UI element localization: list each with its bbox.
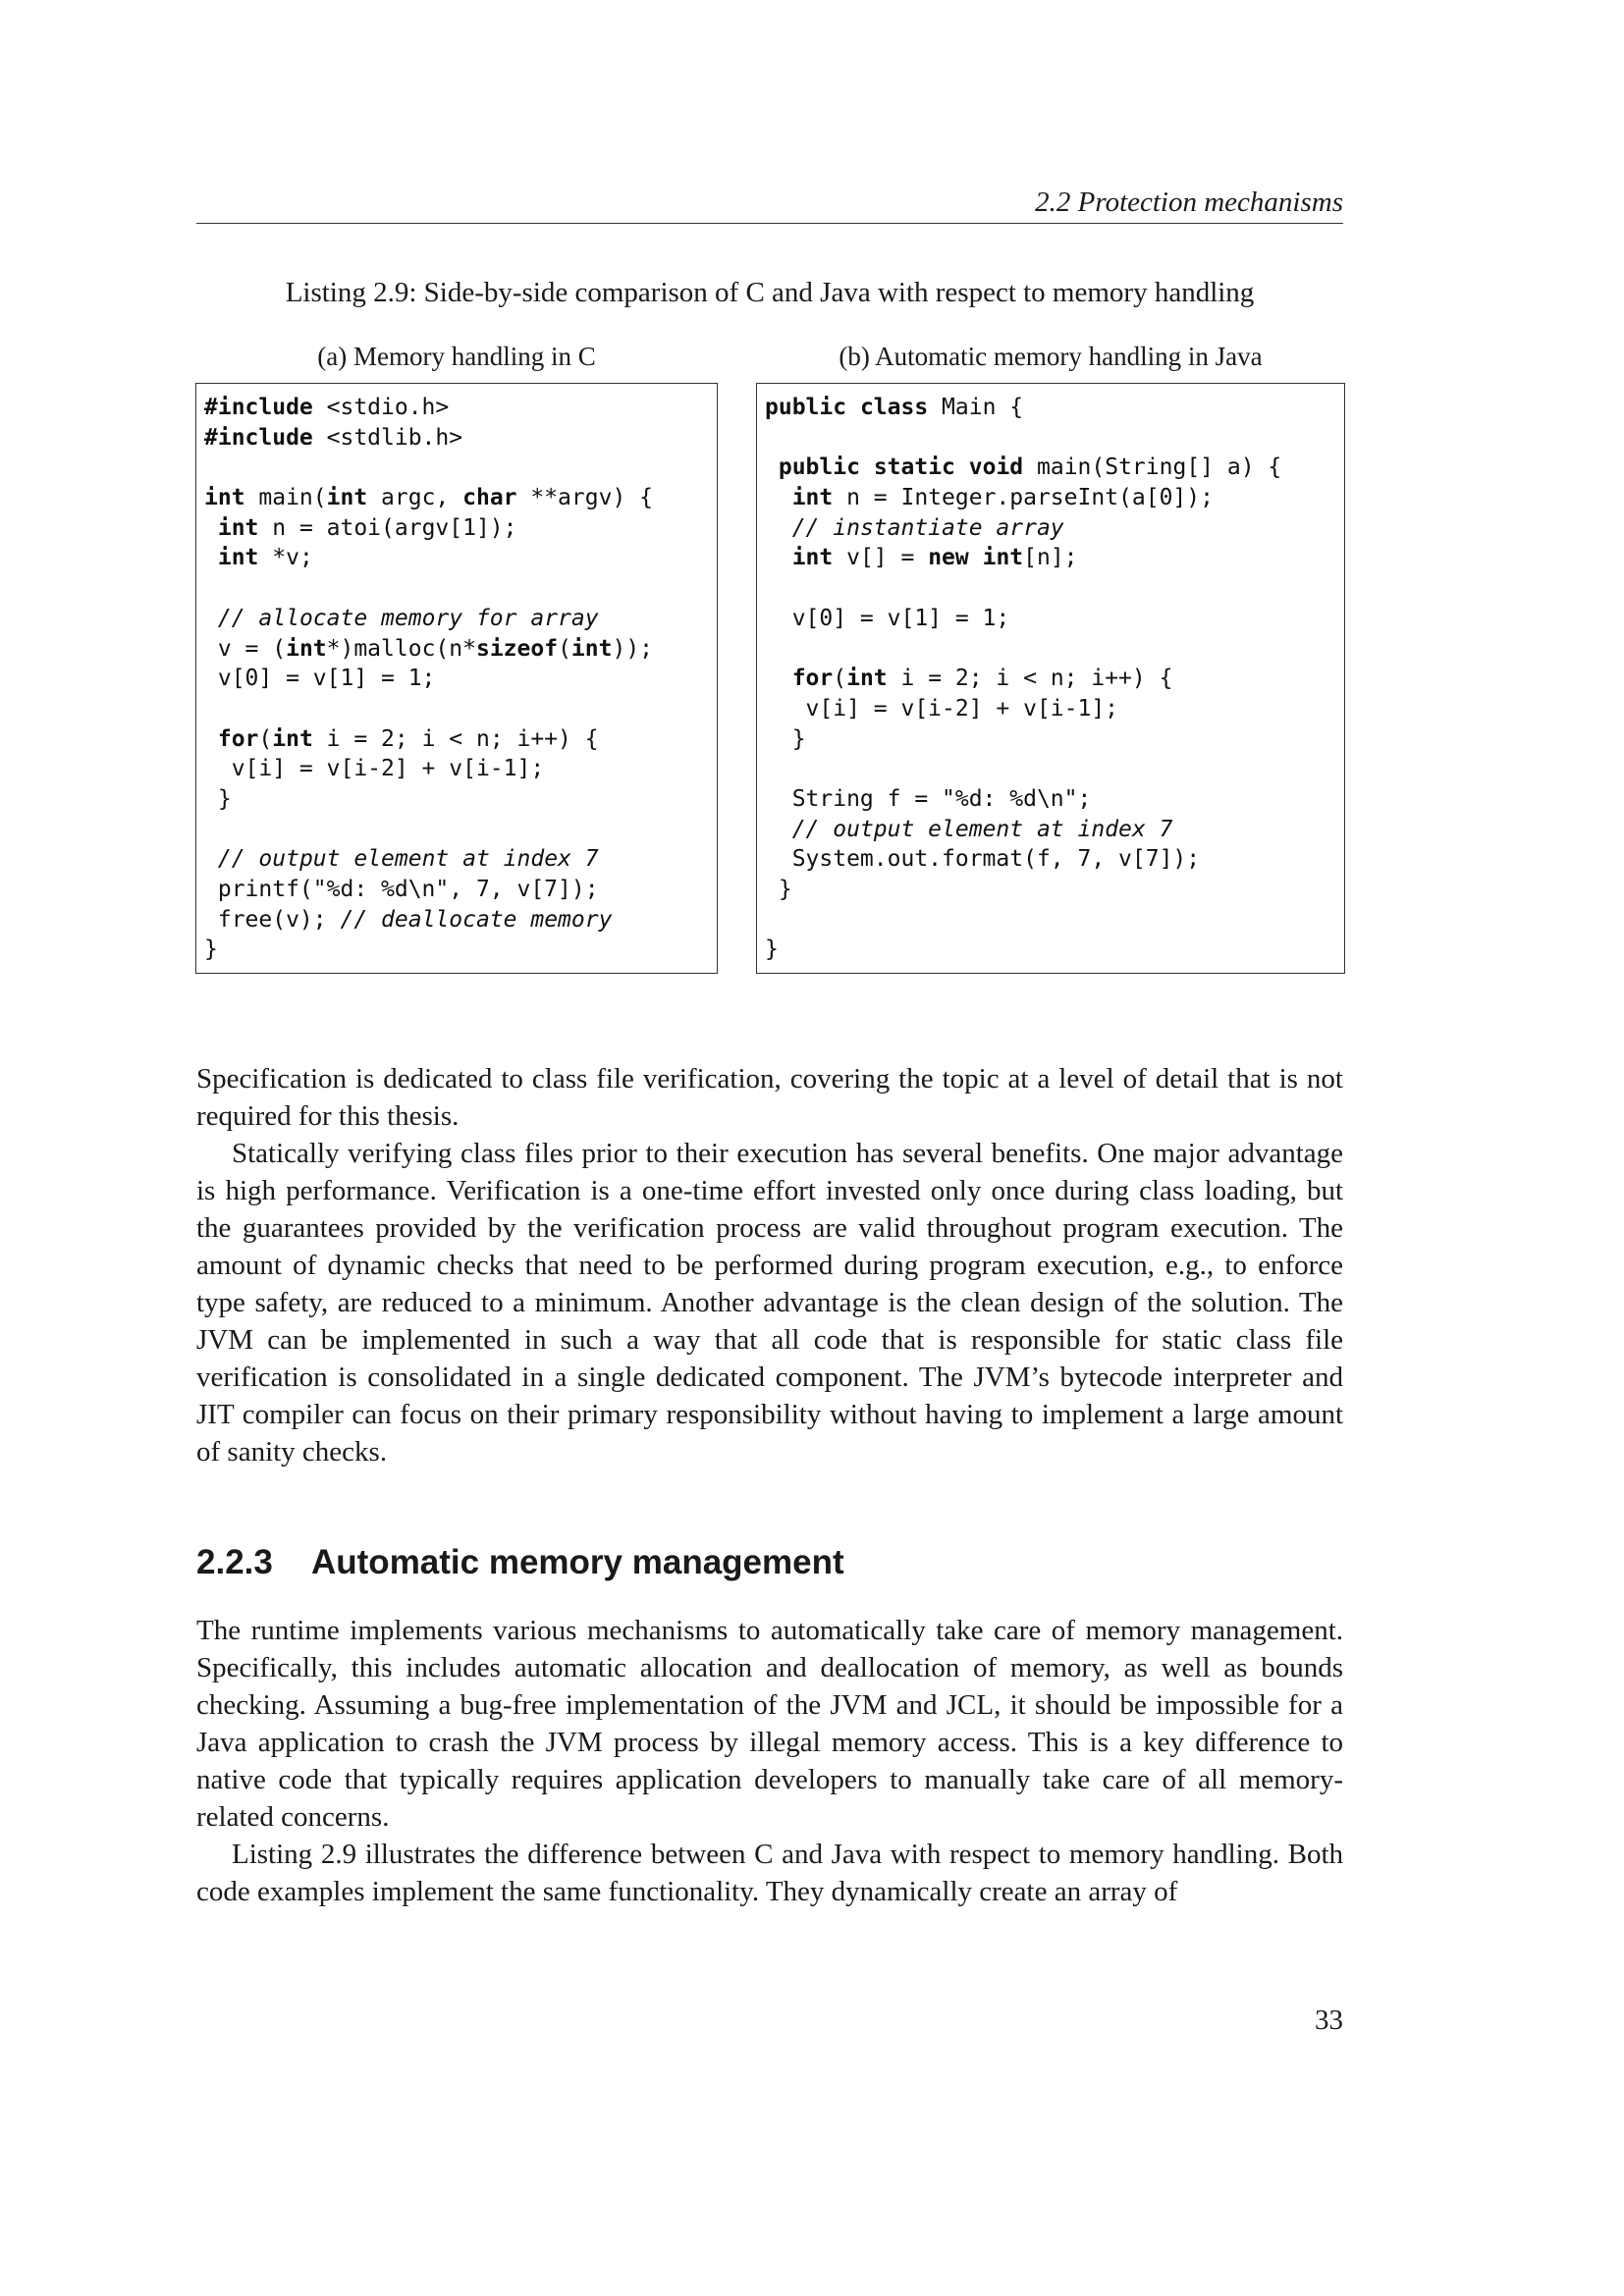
code-line: #include <stdlib.h> — [204, 424, 463, 451]
section-title: Automatic memory management — [311, 1543, 844, 1581]
code-line — [765, 573, 1336, 604]
code-line: } — [204, 785, 232, 812]
code-line: public static void main(String[] a) { — [778, 454, 1282, 481]
code-line: v[0] = v[1] = 1; — [204, 666, 436, 692]
code-line: int n = atoi(argv[1]); — [217, 514, 517, 541]
code-line: // allocate memory for array — [217, 605, 599, 631]
code-line — [765, 754, 1336, 784]
code-listing-c — [195, 383, 718, 974]
sub-caption-java: (b) Automatic memory handling in Java — [839, 342, 1263, 371]
code-line: free(v); // deallocate memory — [204, 906, 613, 933]
code-line: } — [765, 725, 806, 752]
code-line: v = (int*)malloc(n*sizeof(int)); — [204, 635, 654, 662]
code-listing-java — [756, 383, 1345, 974]
code-line: String f = "%d: %d\n"; — [765, 785, 1092, 812]
listing-caption: Listing 2.9: Side-by-side comparison of C and Java with respect to memory handling — [285, 277, 1255, 308]
code-line: printf("%d: %d\n", 7, v[7]); — [204, 877, 599, 902]
running-header: 2.2 Protection mechanisms — [1035, 187, 1343, 218]
code-line: int n = Integer.parseInt(a[0]); — [791, 485, 1214, 511]
code-line: // instantiate array — [791, 514, 1064, 541]
paragraph: Statically verifying class files prior to their execution has several benefits. One major advantage is high performance. Verification is a one-time effort invested only once during class loading, but the guarantees provided by the verification process are valid throughout program execution. The amount of dynamic checks that need to be performed during program execution, e.g., to enforce type safety, are reduced to a minimum. Another advantage is the clean design of the solution. The JVM can be implemented in such a way that all code that is responsible for static class file verification is consolidated in a single dedicated component. The JVM’s bytecode interpreter and JIT compiler can focus on their primary responsibility without having to implement a large amount of sanity checks. — [196, 1138, 1343, 1468]
code-line: public class Main { — [765, 395, 1024, 420]
code-line: int *v; — [217, 545, 313, 571]
code-line: v[i] = v[i-2] + v[i-1]; — [204, 756, 545, 782]
code-line: int v[] = new int[n]; — [791, 545, 1078, 571]
code-line: int main(int argc, char **argv) { — [204, 485, 653, 511]
code-line: for(int i = 2; i < n; i++) { — [791, 666, 1173, 692]
body-text-bottom — [196, 1612, 1343, 1910]
code-line: // output element at index 7 — [791, 816, 1173, 842]
section-number: 2.2.3 — [196, 1543, 273, 1581]
sub-caption-c: (a) Memory handling in C — [317, 342, 596, 371]
code-line: } — [765, 877, 792, 902]
code-line — [765, 905, 1336, 935]
code-line — [204, 453, 709, 483]
body-text-top — [196, 1060, 1343, 1470]
code-line — [765, 634, 1336, 665]
header-rule — [196, 223, 1343, 224]
code-line: // output element at index 7 — [217, 846, 599, 873]
code-line: for(int i = 2; i < n; i++) { — [217, 725, 599, 752]
code-line: System.out.format(f, 7, v[7]); — [765, 846, 1201, 873]
code-line: } — [204, 936, 218, 963]
code-line — [765, 423, 1336, 454]
page-number: 33 — [1315, 2004, 1343, 2036]
paragraph: Specification is dedicated to class file verification, covering the topic at a level of detail that is not required for this thesis. — [196, 1063, 1343, 1132]
section-heading — [196, 1541, 1343, 1584]
paragraph: The runtime implements various mechanisms to automatically take care of memory management. Specifically, this includes automatic allocation and deallocation of memory, as well as bounds checking. Assuming a bug-free implementation of the JVM and JCL, it should be impossible for a Java application to crash the JVM process by illegal memory access. This is a key difference to native code that typically requires application developers to manually take care of all memory-related concerns. — [196, 1615, 1343, 1833]
code-line — [204, 694, 709, 724]
code-line: } — [765, 936, 779, 963]
code-line — [204, 815, 709, 845]
paragraph: Listing 2.9 illustrates the difference between C and Java with respect to memory handling. Both code examples implement the same functionality. They dynamically create an array of — [196, 1839, 1343, 1907]
code-line — [204, 573, 709, 604]
code-line: v[0] = v[1] = 1; — [765, 605, 1010, 631]
code-line: v[i] = v[i-2] + v[i-1]; — [765, 695, 1119, 721]
code-line: #include <stdio.h> — [204, 395, 450, 420]
